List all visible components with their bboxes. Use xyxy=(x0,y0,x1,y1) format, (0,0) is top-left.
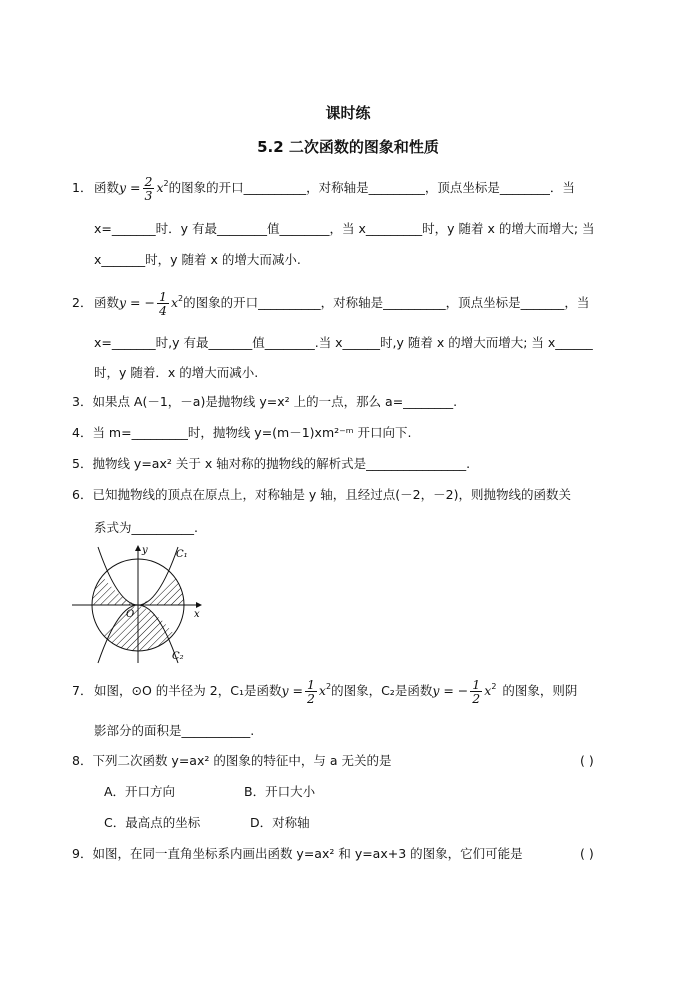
question-text: 函数 xyxy=(94,180,120,195)
question-8-option-d: D．对称轴 xyxy=(250,815,310,830)
fraction-denominator: 2 xyxy=(306,691,315,706)
fraction-denominator: 3 xyxy=(144,188,153,203)
c2-label: C₂ xyxy=(172,651,184,662)
question-1-line-3: x_______时，y 随着 x 的增大而减小. xyxy=(94,252,301,267)
equation-lhs: y = − xyxy=(432,683,469,698)
variable-x: x xyxy=(318,683,326,698)
question-4: 4．当 m=_________时，抛物线 y=(m－1)xm²⁻ᵐ 开口向下. xyxy=(72,425,412,440)
figure-svg xyxy=(68,545,208,665)
question-6-line-2: 系式为__________. xyxy=(94,520,198,535)
x-axis-label: x xyxy=(194,609,200,620)
fraction-numerator: 1 xyxy=(472,677,481,692)
page-subtitle: 5.2 二次函数的图象和性质 xyxy=(257,138,439,156)
fraction-denominator: 4 xyxy=(158,303,167,318)
question-9-answer-paren: ( ) xyxy=(580,846,594,861)
question-9-line-1: 9．如图，在同一直角坐标系内画出函数 y=ax² 和 y=ax+3 的图象，它们可能是 xyxy=(72,846,523,861)
origin-label: O xyxy=(126,609,135,620)
y-axis-arrow xyxy=(135,545,141,551)
fraction-numerator: 1 xyxy=(306,677,315,692)
question-text: 函数 xyxy=(94,295,120,310)
equation-lhs: y = xyxy=(281,683,303,698)
question-1-line-2: x=_______时．y 有最________值________，当 x_________时，y 随着 x 的增大而增大; 当 xyxy=(94,221,595,236)
question-8-line-1: 8．下列二次函数 y=ax² 的图象的特征中，与 a 无关的是 xyxy=(72,753,392,768)
question-text: 的图象，C₂是函数 xyxy=(331,683,433,698)
exponent: 2 xyxy=(163,179,169,188)
question-7-line-2: 影部分的面积是___________. xyxy=(94,723,255,738)
variable-x: x xyxy=(170,295,178,310)
fraction-numerator: 1 xyxy=(158,289,167,304)
exponent: 2 xyxy=(491,682,497,691)
variable-x: x xyxy=(484,683,492,698)
question-2-line-2: x=_______时,y 有最_______值________.当 x______时,y 随着 x 的增大而增大; 当 x______ xyxy=(94,335,593,350)
question-5: 5．抛物线 y=ax² 关于 x 轴对称的抛物线的解析式是________________. xyxy=(72,456,471,471)
x-axis-arrow xyxy=(196,602,202,608)
question-text: 如图，⊙O 的半径为 2，C₁是函数 xyxy=(94,683,282,698)
question-8-option-a: A．开口方向 xyxy=(104,784,176,799)
fraction-denominator: 2 xyxy=(472,691,481,706)
question-2-line-1 xyxy=(72,290,589,317)
question-6-line-1: 6．已知抛物线的顶点在原点上，对称轴是 y 轴，且经过点(－2，－2)，则抛物线的函数关 xyxy=(72,487,571,502)
question-text: 的图象的开口__________，对称轴是_________，顶点坐标是________．当 xyxy=(168,180,575,195)
question-text: 的图象的开口__________，对称轴是__________，顶点坐标是_______，当 xyxy=(183,295,590,310)
question-2-line-3: 时，y 随着．x 的增大而减小. xyxy=(94,365,259,380)
question-1-line-1 xyxy=(72,175,575,202)
fraction xyxy=(143,175,155,202)
exponent: 2 xyxy=(325,682,332,691)
question-text: 的图象，则阴 xyxy=(502,683,578,698)
fraction xyxy=(470,678,482,705)
y-axis-label: y xyxy=(142,545,148,556)
question-8-option-b: B．开口大小 xyxy=(244,784,316,799)
exponent: 2 xyxy=(178,294,184,303)
circle-parabola-figure xyxy=(68,545,208,665)
question-8-option-c: C．最高点的坐标 xyxy=(104,815,201,830)
variable-x: x xyxy=(156,180,164,195)
c1-label: C₁ xyxy=(176,549,188,560)
question-number: 2． xyxy=(72,295,93,310)
fraction xyxy=(305,678,317,705)
equation-lhs: y = xyxy=(119,180,141,195)
question-number: 7． xyxy=(72,683,93,698)
fraction-numerator: 2 xyxy=(144,174,153,189)
question-number: 1． xyxy=(72,180,93,195)
question-7-line-1 xyxy=(72,678,577,705)
page-title: 课时练 xyxy=(325,104,371,122)
question-8-answer-paren: ( ) xyxy=(580,753,594,768)
question-3: 3．如果点 A(－1，－a)是抛物线 y=x² 上的一点，那么 a=________. xyxy=(72,394,458,409)
fraction xyxy=(157,290,169,317)
equation-lhs: y = − xyxy=(119,295,155,310)
